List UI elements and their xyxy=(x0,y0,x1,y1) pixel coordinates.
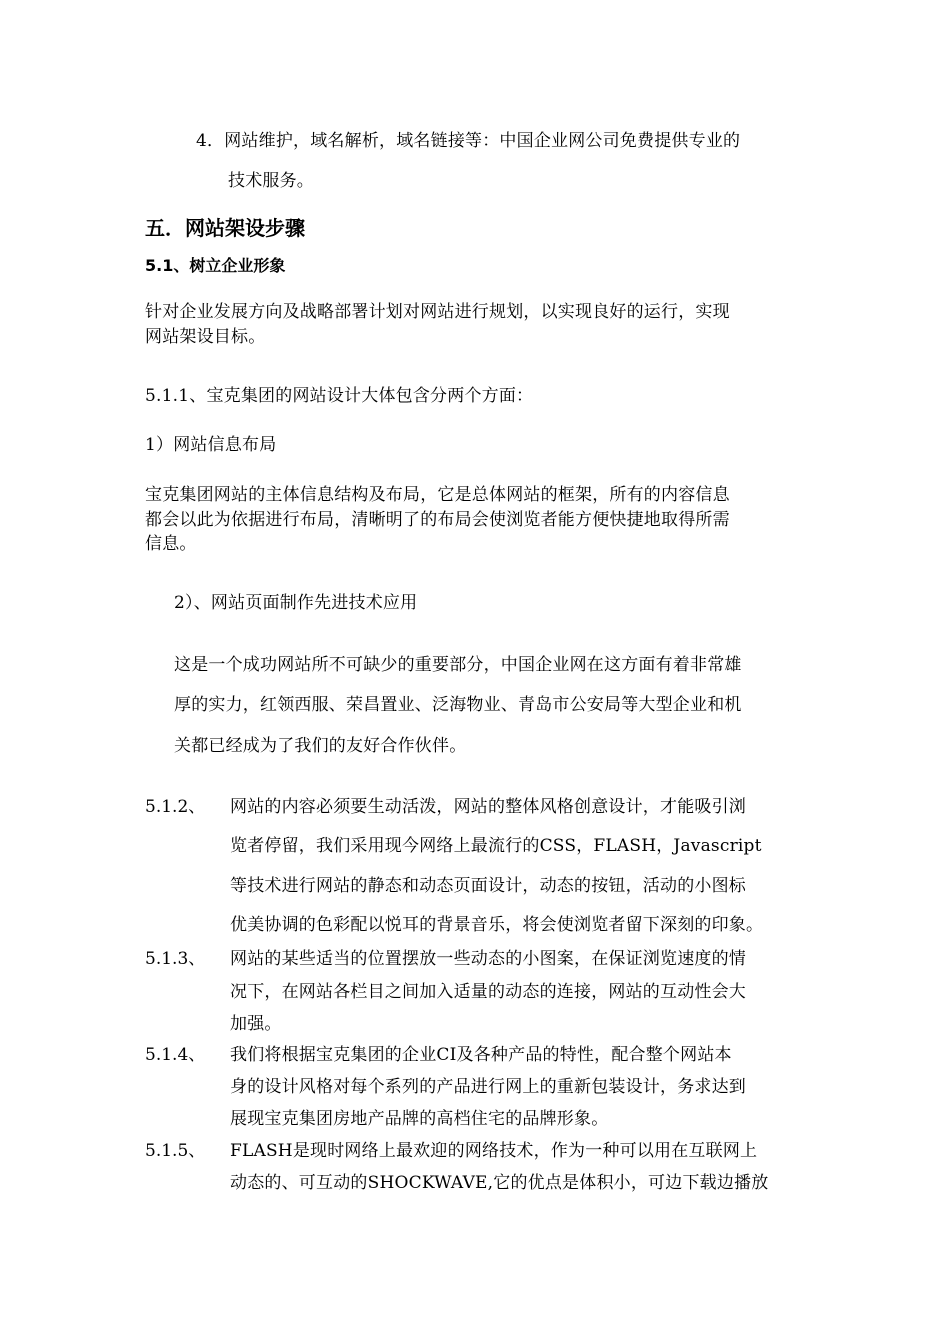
subsection-title-5-1-1: 5.1.1、宝克集团的网站设计大体包含分两个方面： xyxy=(145,386,534,406)
paragraph-line: 都会以此为依据进行布局，清晰明了的布局会使浏览者能方便快捷地取得所需 xyxy=(145,510,730,530)
point2-title: 2）、网站页面制作先进技术应用 xyxy=(174,593,418,613)
item-line: 身的设计风格对每个系列的产品进行网上的重新包装设计，务求达到 xyxy=(230,1077,746,1097)
item4-line2: 技术服务。 xyxy=(228,171,314,191)
paragraph-line: 针对企业发展方向及战略部署计划对网站进行规划，以实现良好的运行，实现 xyxy=(145,302,730,322)
item-line: 览者停留，我们采用现今网络上最流行的CSS，FLASH，Javascript xyxy=(230,836,762,856)
item-line: FLASH是现时网络上最欢迎的网络技术，作为一种可以用在互联网上 xyxy=(230,1141,758,1161)
item-number: 5.1.3、 xyxy=(145,949,206,969)
paragraph-line: 这是一个成功网站所不可缺少的重要部分，中国企业网在这方面有着非常雄 xyxy=(174,655,742,675)
item-number: 5.1.2、 xyxy=(145,797,206,817)
item-line: 等技术进行网站的静态和动态页面设计，动态的按钮，活动的小图标 xyxy=(230,876,746,896)
item4-line1: 4．网站维护，域名解析，域名链接等：中国企业网公司免费提供专业的 xyxy=(196,131,741,151)
item-line: 加强。 xyxy=(230,1014,282,1034)
item-number: 5.1.5、 xyxy=(145,1141,206,1161)
paragraph-line: 网站架设目标。 xyxy=(145,327,266,347)
paragraph-line: 信息。 xyxy=(145,534,197,554)
item-line: 网站的内容必须要生动活泼，网站的整体风格创意设计，才能吸引浏 xyxy=(230,797,746,817)
subsection-title-5-1: 5.1、树立企业形象 xyxy=(145,256,286,275)
paragraph-line: 厚的实力，红领西服、荣昌置业、泛海物业、青岛市公安局等大型企业和机 xyxy=(174,695,742,715)
paragraph-line: 宝克集团网站的主体信息结构及布局，它是总体网站的框架，所有的内容信息 xyxy=(145,485,730,505)
item-line: 况下，在网站各栏目之间加入适量的动态的连接，网站的互动性会大 xyxy=(230,982,746,1002)
paragraph-line: 关都已经成为了我们的友好合作伙伴。 xyxy=(174,736,467,756)
item-line: 我们将根据宝克集团的企业CI及各种产品的特性，配合整个网站本 xyxy=(230,1045,732,1065)
item-number: 5.1.4、 xyxy=(145,1045,206,1065)
item-line: 优美协调的色彩配以悦耳的背景音乐，将会使浏览者留下深刻的印象。 xyxy=(230,915,764,935)
item-line: 动态的、可互动的SHOCKWAVE,它的优点是体积小，可边下载边播放 xyxy=(230,1173,769,1193)
section-title: 五．网站架设步骤 xyxy=(145,216,305,240)
item-line: 展现宝克集团房地产品牌的高档住宅的品牌形象。 xyxy=(230,1109,609,1129)
item-line: 网站的某些适当的位置摆放一些动态的小图案，在保证浏览速度的情 xyxy=(230,949,746,969)
point1-title: 1）网站信息布局 xyxy=(145,435,277,455)
